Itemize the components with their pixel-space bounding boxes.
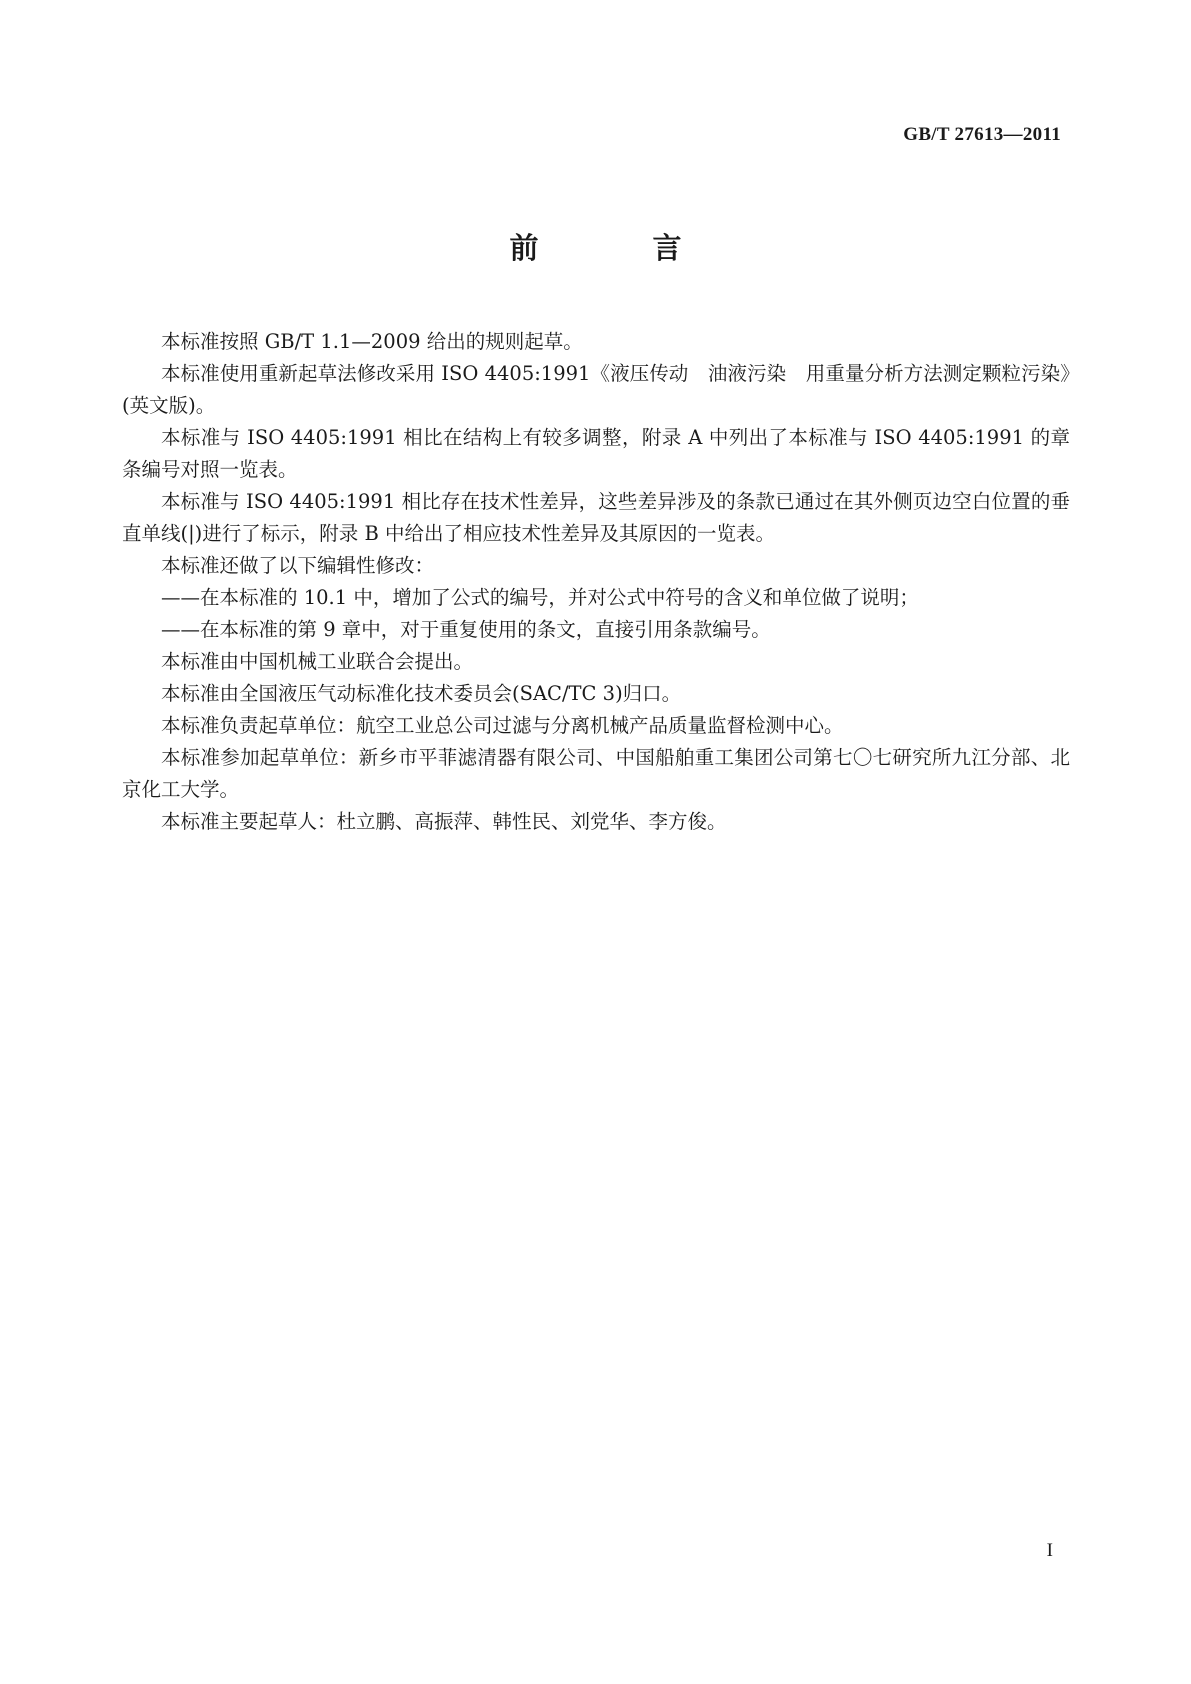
- paragraph-structure-changes: 本标准与 ISO 4405:1991 相比在结构上有较多调整，附录 A 中列出了本标准与 ISO 4405:1991 的章条编号对照一览表。: [122, 426, 1070, 481]
- page-number: I: [1046, 1540, 1053, 1561]
- foreword-body: [122, 326, 1070, 838]
- paragraph-participating-drafters: 本标准参加起草单位：新乡市平菲滤清器有限公司、中国船舶重工集团公司第七〇七研究所九江分部、北京化工大学。: [122, 746, 1070, 801]
- paragraph-lead-drafter: 本标准负责起草单位：航空工业总公司过滤与分离机械产品质量监督检测中心。: [161, 714, 844, 737]
- paragraph-committee: 本标准由全国液压气动标准化技术委员会(SAC/TC 3)归口。: [161, 682, 682, 705]
- paragraph-editorial-changes: 本标准还做了以下编辑性修改：: [161, 554, 435, 577]
- paragraph-adoption: 本标准使用重新起草法修改采用 ISO 4405:1991《液压传动 油液污染 用重量分析方法测定颗粒污染》(英文版)。: [122, 362, 1070, 417]
- paragraph-technical-differences: 本标准与 ISO 4405:1991 相比存在技术性差异，这些差异涉及的条款已通过在其外侧页边空白位置的垂直单线(|)进行了标示，附录 B 中给出了相应技术性差异及其原因的一览表。: [122, 490, 1070, 545]
- page-title: 前 言: [509, 231, 734, 265]
- list-item-editorial-1: ——在本标准的 10.1 中，增加了公式的编号，并对公式中符号的含义和单位做了说明；: [161, 586, 919, 609]
- paragraph-main-drafters: 本标准主要起草人：杜立鹏、高振萍、韩性民、刘党华、李方俊。: [161, 810, 727, 833]
- paragraph-drafting-rules: 本标准按照 GB/T 1.1—2009 给出的规则起草。: [161, 330, 583, 353]
- paragraph-proposer: 本标准由中国机械工业联合会提出。: [161, 650, 474, 673]
- standard-code: GB/T 27613—2011: [903, 124, 1061, 145]
- list-item-editorial-2: ——在本标准的第 9 章中，对于重复使用的条文，直接引用条款编号。: [161, 618, 771, 641]
